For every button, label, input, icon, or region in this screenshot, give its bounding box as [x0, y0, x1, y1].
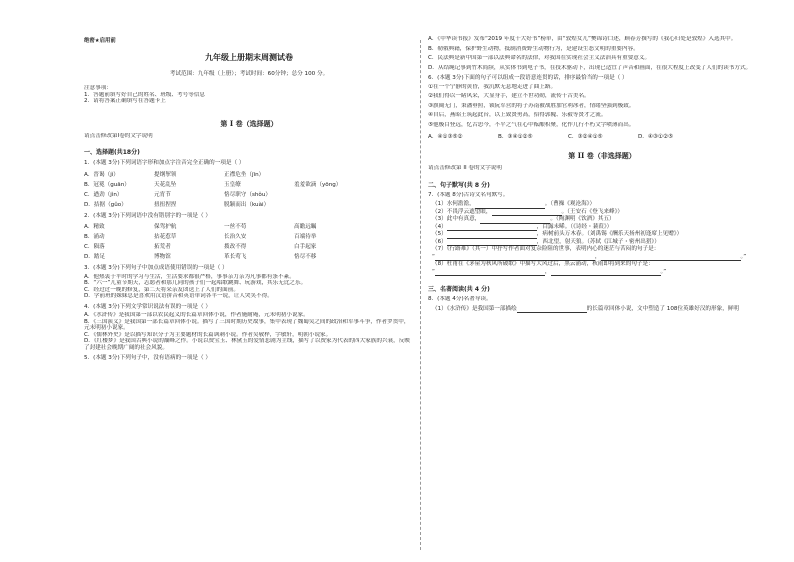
exam-info: 考试范围：九年级（上册）；考试时间：60分钟；总分 100 分。	[169, 71, 329, 77]
question-4-option-d[interactable]: D．《红楼梦》是我国古典小说的巅峰之作。小说以贾宝玉、林黛玉的爱情悲剧为主线，描写了以贾家为代表的四大家族的兴衰，反映了封建社会晚期广阔的社会风貌。	[84, 338, 410, 351]
question-3-option-a[interactable]: A．他热衷于平时的学习与生活，生活要求都很严格，事事亲力亲为凡事都有条不紊。	[84, 273, 295, 280]
reading-item-1: （1）《水浒传》是我国第一部描绘 的长篇章回体小说，文中塑造了 108位英雄好汉的形象，鲜明	[432, 305, 739, 312]
option-a[interactable]: A．晋谒（jì） 提纲挈领 正襟危坐（jīn）	[84, 171, 265, 178]
question-5-stem: 5．(本题 3分)下列句子中，没有语病的一项是（ ）	[84, 355, 211, 361]
part2-instruction: 请点击修改第 II 卷的文字说明	[428, 165, 502, 171]
fill-item-5: （5） ，病树前头万木春。（刘禹锡《酬乐天扬州初逢席上见赠》）	[432, 231, 683, 237]
exam-title: 九年级上册期末周测试卷	[205, 52, 293, 62]
question-6-sentence-5: ⑤他极目登远，忆古思今，不平之气在心中酝酿积聚，化作几行不朽文字喷薄而出。	[428, 121, 635, 128]
question-3-option-c[interactable]: C．经过过一晚的修复，第二天将采亲友团送上了人们的面前。	[84, 286, 239, 293]
question-2-options	[84, 221, 316, 261]
option-d[interactable]: D．踏足 博物馆 革长莺飞 恪尽不移	[84, 254, 317, 260]
section-2-title: 二、句子默写(共 8 分)	[428, 181, 490, 189]
question-2-stem: 2．(本题 3分)下列词语中没有错别字的一项是（ ）	[84, 212, 211, 219]
question-6-choice-b[interactable]: B．③④①②⑤	[498, 134, 533, 140]
option-b[interactable]: B．涌动 拈花惹草 长治久安 百端待举	[84, 234, 317, 240]
fill-item-4: （4） ，白露未晞。（《诗经・蒹葭》）	[432, 223, 613, 230]
question-6-choice-c[interactable]: C．③②④①⑤	[568, 134, 603, 140]
fill-item-2: （2）不畏浮云遮望眼， 。（王安石《登飞来峰》）	[432, 208, 624, 215]
question-3-option-d[interactable]: D．学前班的妹妹总是喜欢用汉语拼音和英语单词各半一说，让人哭笑不得。	[84, 293, 273, 299]
option-b[interactable]: B．冠冕（guān） 天花乱坠 玉皇缭 羞羞欲滴（yōng）	[84, 181, 342, 188]
note-1: 1．答题前填写好自己的姓名、班级、考号等信息	[84, 91, 206, 98]
question-1-stem: 1．(本题 3分)下列词语字形和加点字注音完全正确的一项是（ ）	[84, 160, 245, 166]
question-3-option-b[interactable]: B．“六一”儿童节期天，志愿者和那儿同的孩子们一起唱歌跳舞、玩游戏，其乐无比之乐。	[84, 280, 307, 286]
question-8-stem: 8．(本题 4分)名著导读。	[428, 296, 492, 302]
question-6-sentence-2: ②我们得以一睹风采，大显身手，建立不世功勋，流传千古美名。	[428, 93, 590, 99]
section-1-title: 一、选择题(共18分)	[84, 149, 140, 156]
answer-blank[interactable]	[551, 275, 661, 276]
question-5-option-d[interactable]: D．从结绳记事到竹木简牍，从实体书到电子书，在技术驱动下，出现已适宜了声音和画面，在很大程度上改变了人们的读书方式。	[428, 64, 752, 71]
fill-item-8-answer: “ ， 。”	[432, 268, 667, 275]
notes-heading: 注意事项：	[84, 85, 112, 91]
question-6-stem: 6．(本题 3分)下面的句子可以组成一段语意连贯的话，排序最恰当的一项是（ ）	[428, 75, 628, 81]
fill-item-6: （6） ，西北望，射天狼。（苏轼《江城子・密州出猎》）	[432, 238, 660, 245]
question-6-sentence-4: ④自后，燕昭王筑起此台，以上致贤勇高，招得郭隗、乐毅等贤才之流。	[428, 112, 607, 118]
fill-item-7-answer: “ ， 。”	[432, 253, 747, 260]
left-column	[84, 36, 414, 364]
question-6-choice-a[interactable]: A．④①③⑤②	[428, 134, 463, 140]
fill-item-3: （3）此中有真意， 。（陶渊明《饮酒》其五）	[432, 216, 615, 222]
column-divider	[420, 40, 421, 550]
part1-title: 第 I 卷（选择题）	[220, 118, 278, 128]
answer-blank[interactable]	[517, 312, 587, 313]
question-6-choices	[428, 131, 673, 141]
question-4-option-a[interactable]: A．《水浒传》是我国第一部以农民起义的长篇章回体小说，作者施耐庵，元末明初小说家。	[84, 312, 309, 318]
question-4-option-b[interactable]: B．《三国演义》是我国第一部长篇章回体小说。描写了三国时期历史故事，集中表现了魏蜀吴之间的政治和军事斗争，作者罗贯中，元末明初小说家。	[84, 318, 410, 331]
note-2: 2．请将答案正确填写在答题卡上	[84, 98, 166, 104]
option-a[interactable]: A．精致 保驾护航 一丝不苟 高瞻远瞩	[84, 224, 317, 230]
question-5-option-a[interactable]: A．《中华读书报》发布“2019 年度十大好书”榜单，由“敦煌女儿”樊锦诗口述，顾春芳撰写的《我心归处是敦煌》入选其中。	[428, 36, 737, 42]
right-column	[428, 36, 776, 313]
question-4-stem: 4．(本题 3分)下列文学常识说法有误的一项是（ ）	[84, 303, 211, 310]
part2-title: 第 II 卷（非选择题）	[568, 151, 636, 160]
question-6-sentence-3: ③旗阔无门，秉潘垂照，锁阮军营的将子苏南被战胜加官利冰者，情绪坚强到极致。	[428, 102, 635, 109]
question-5-option-b[interactable]: B．勒俄典籍，保护野生动物，抵制消费野生动物行为，是建设生态文明的重要内容。	[428, 45, 639, 52]
fill-item-1: （1）水何澹澹， 。（曹操《观沧海》）	[432, 201, 596, 207]
option-d[interactable]: D．拮据（gǔo） 扭扭捏捏 脱颖而出（kuài）	[84, 201, 270, 208]
secret-label: 绝密★启用前	[84, 38, 116, 44]
answer-blank[interactable]	[435, 275, 545, 276]
fill-item-7: （7）《行路难》（其一）中抒写作者面对复杂险阻的世事，表明内心的迷茫与苦闷的句子是：	[432, 246, 660, 252]
question-4-option-c[interactable]: C．《儒林外史》是以描写知识分子为主要题材的长篇讽刺小说。作者吴敬梓，字敏轩，明朝小说家。	[84, 331, 332, 338]
question-1-options	[84, 169, 341, 209]
question-7-stem: 7．(本题 8分)古诗文名句默写。	[428, 191, 509, 198]
option-c[interactable]: C．陨落 拓荒者 拨改不得 白手起家	[84, 244, 317, 250]
question-6-sentence-1: ①在一个宁静的黄昏，我沉默无息地走进了曲上路。	[428, 83, 557, 90]
part1-instruction: 请点击修改第I卷的文字说明	[84, 132, 153, 139]
question-5-option-c[interactable]: C．民法典是新中国第一部以法典命名的法律，对我国在实现社会主义法治具有重要意义。	[428, 55, 651, 61]
question-3-stem: 3．(本题 3分)下列句子中加点成语使用错误的一项是（ ）	[84, 265, 228, 271]
option-c[interactable]: C．遒劲（jìn） 元宵节 恪尽职守（shǒu）	[84, 191, 271, 198]
fill-item-8: （8）杜甫在《茅屋为秋风所破歌》中描写大风过后，黑云涌动，秋雨即将到来的句子是：	[432, 261, 654, 267]
section-3-title: 三、名著阅读(共 4 分)	[428, 286, 490, 293]
question-6-choice-d[interactable]: D．④③①②⑤	[638, 134, 673, 140]
